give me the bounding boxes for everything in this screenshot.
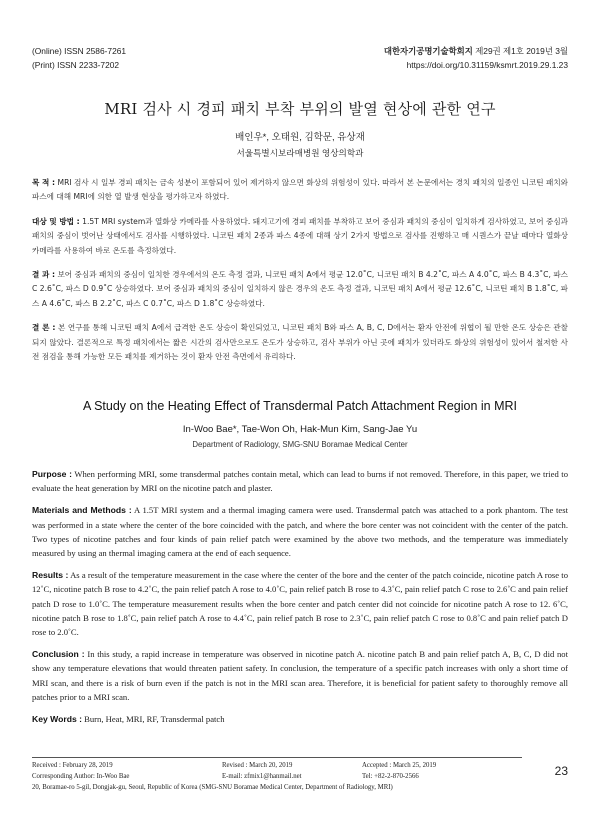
english-purpose-text: When performing MRI, some transdermal patches contain metal, which can lead to burns if not removed. Therefore, in this paper, we tried to evaluate the heat generation by MRI on the nicotine patch and plaster. [32,469,568,494]
page-number: 23 [554,764,568,778]
english-keywords-label: Key Words : [32,714,82,725]
korean-purpose-text: MRI 검사 시 일부 경피 패치는 금속 성분이 포함되어 있어 제거하지 않으면 화상의 위험성이 있다. 따라서 본 논문에서는 경치 패치의 일종인 니코틴 패치와 파스에 대해 MRI에 의한 열 발생 현상을 평가하고자 하였다. [32,178,569,202]
author-email[interactable]: E-mail: zfmix1@hanmail.net [222,773,302,780]
korean-methods-label: 대상 및 방법 : [32,216,80,226]
english-methods-label: Materials and Methods : [32,505,132,516]
english-abstract [32,467,568,734]
english-conclusion-label: Conclusion : [32,649,85,660]
english-results-label: Results : [32,570,69,581]
english-conclusion-text: In this study, a rapid increase in temperature was observed in nicotine patch A. nicotine patch B and pain relief patch A, B, C, D did not show any temperature elevations that would threaten patient safety. In conclusion, the temperature of a specific patch increases with only a short time of MRI scan, and there is a risk of burn even if the patch is not in the MRI scan area. Therefore, it is beneficial for patient safety to thoroughly remove all patches prior to a MRI scan. [32,649,568,702]
korean-authors: 배인우*, 오태원, 김학문, 유상재 [235,132,365,143]
korean-title: MRI 검사 시 경피 패치 부착 부위의 발열 현상에 관한 연구 [104,100,496,118]
received-date: Received : February 28, 2019 [32,762,113,769]
korean-abstract [32,176,568,374]
english-methods-text: A 1.5T MRI system and a thermal imaging camera were used. Transdermal patch was attached to a pork phantom. The test was performed in a state where the center of the bore coincided with the patch, and where the bore center was not coincident with the center of the patch. Two types of nicotine patches and four kinds of pain relief patch were examined by the above two methods, and the temperature was immediately measured by using an thermal imaging camera at the end of each sequence. [32,505,568,559]
footer-dates-row [32,760,522,771]
english-conclusion [32,647,568,704]
korean-results-text: 보어 중심과 패치의 중심이 일치한 경우에서의 온도 측정 결과, 니코틴 패치 A에서 평균 12.0˚C, 니코틴 패치 B 4.2˚C, 파스 A 4.0˚C, 파스 B 4.3˚C, 파스 C 2.6˚C, 파스 D 0.9˚C 상승하였다. 보어 중심과 패치의 중심이 일치하지 않은 경우의 온도 측정 결과, 니코틴 패치 A에서 평균 12.6˚C, 니코틴 패치 B 1.8˚C, 파스 A 4.6˚C, 파스 B 2.2˚C, 파스 C 0.7˚C, 파스 D 1.8˚C 상승하였다. [32,270,568,308]
doi-link[interactable]: https://doi.org/10.31159/ksmrt.2019.29.1.23 [406,60,568,70]
english-affiliation: Department of Radiology, SMG-SNU Boramae Medical Center [192,440,408,449]
korean-affiliation: 서울특별시보라매병원 영상의학과 [236,148,364,158]
english-keywords [32,712,568,726]
english-purpose [32,467,568,495]
journal-volume-line [384,44,568,58]
korean-methods [32,215,568,258]
english-results [32,568,568,639]
revised-date: Revised : March 20, 2019 [222,762,293,769]
english-keywords-text: Burn, Heat, MRI, RF, Transdermal patch [84,714,225,725]
korean-results [32,268,568,311]
journal-info [384,44,568,72]
korean-conclusion-text: 본 연구를 통해 니코틴 패치 A에서 급격한 온도 상승이 확인되었고, 니코틴 패치 B와 파스 A, B, C, D에서는 환자 안전에 위협이 될 만한 온도 상승은 관찰되지 않았다. 결론적으로 특정 패치에서는 짧은 시간의 검사만으로도 온도가 상승하고, 검사 부위가 아닌 곳에 패치가 있더라도 화상의 위험성이 있어서 철저한 사전 점검을 통해 가능한 모든 패치를 제거하는 것이 환자 안전 측면에서 유리하다. [32,323,568,362]
accepted-date: Accepted : March 25, 2019 [362,762,437,769]
corresponding-author: Corresponding Author: In-Woo Bae [32,773,130,780]
footer-divider [32,757,522,758]
issn-print: (Print) ISSN 2233-7202 [32,60,120,70]
korean-purpose-label: 목 적 : [32,178,56,187]
english-purpose-label: Purpose : [32,469,72,479]
korean-conclusion [32,321,568,364]
footer-info [32,760,522,793]
footer-address: 20, Boramae-ro 5-gil, Dongjak-gu, Seoul, Republic of Korea (SMG-SNU Boramae Medical Center, Department of Radiology, MRI) [32,784,393,791]
korean-purpose [32,176,568,205]
issn-block [32,44,126,72]
korean-conclusion-label: 결 론 : [32,323,56,333]
english-results-text: As a result of the temperature measurement in the case where the center of the bore and the center of the patch coincide, nicotine patch A rose to 12˚C, nicotine patch B rose to 4.2˚C, the pain relief patch A rose to 4.0˚C, pain relief patch B rose to 4.3˚C, pain relief patch C rose to 2.6˚C and pain relief patch D rose to 1.0˚C. The temperature measurement results when the bore center and patch center did not coincide for nicotine patch A rose to 12. 6˚C, nicotine patch B rose to 1.8˚C, pain relief patch A rose to 4.4˚C, pain relief patch B rose to 2.3˚C, pain relief patch C rose to 0.8˚C and pain relief patch D rose to 2.0˚C. [32,570,568,638]
english-authors: In-Woo Bae*, Tae-Won Oh, Hak-Mun Kim, Sang-Jae Yu [182,424,418,435]
journal-header [32,44,568,76]
footer-contact-row [32,771,522,782]
korean-results-label: 결 과 : [32,270,56,280]
korean-methods-text: 1.5T MRI system과 열화상 카메라를 사용하였다. 돼지고기에 경피 패치를 부착하고 보어 중심과 패치의 중심이 일치하게 검사하였고, 보어 중심과 패치의 중심이 벗어난 상태에서도 검사를 시행하였다. 니코틴 패치 2종과 파스 4종에 대해 상기 2가지 방법으로 검사를 진행하고 매 시퀀스가 끝날 때마다 열화상 카메라를 사용하여 바로 온도를 측정하였다. [32,216,568,255]
author-tel: Tel: +82-2-870-2566 [362,773,419,780]
journal-volume: 제29권 제1호 2019년 3월 [475,46,568,56]
english-methods [32,503,568,560]
english-title: A Study on the Heating Effect of Transdermal Patch Attachment Region in MRI [82,399,518,413]
issn-online: (Online) ISSN 2586-7261 [32,46,127,56]
journal-name: 대한자기공명기술학회지 [383,46,473,56]
